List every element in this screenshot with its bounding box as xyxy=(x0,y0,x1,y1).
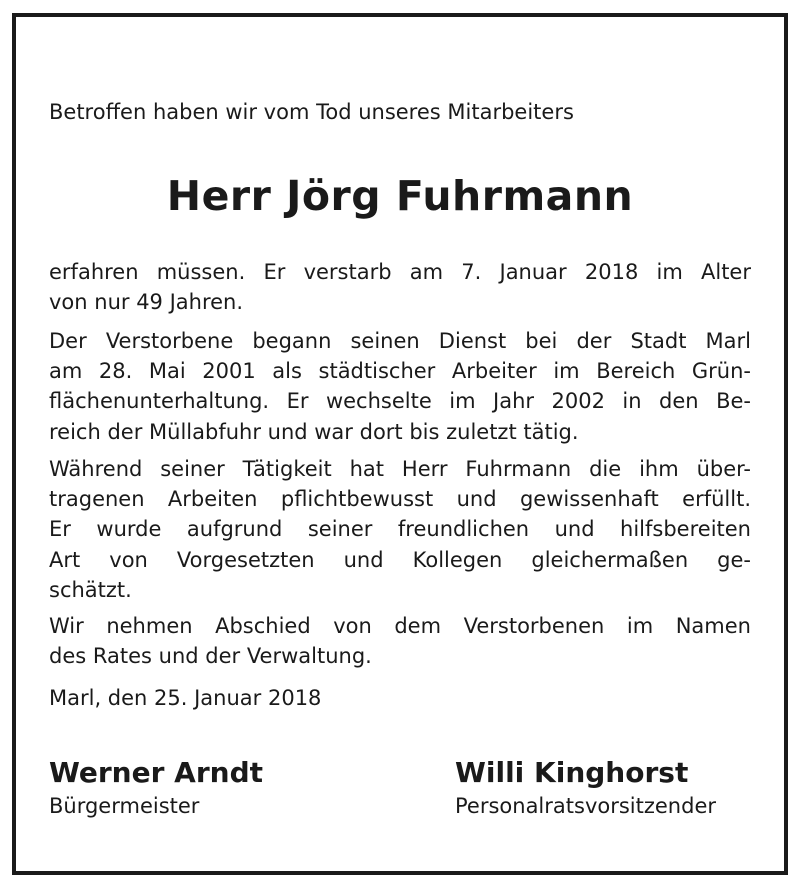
text-line: erfahren müssen. Er verstarb am 7. Januar 2018 im Alter xyxy=(49,260,751,284)
text-line: Art von Vorgesetzten und Kollegen gleichermaßen ge- xyxy=(49,547,751,572)
paragraph-death-info xyxy=(49,257,751,317)
text-line: Während seiner Tätigkeit hat Herr Fuhrmann die ihm über- xyxy=(49,457,751,481)
text-line: reich der Müllabfuhr und war dort bis zuletzt tätig. xyxy=(49,419,579,444)
deceased-name: Herr Jörg Fuhrmann xyxy=(166,172,634,220)
text-line: Der Verstorbene begann seinen Dienst bei der Stadt Marl xyxy=(49,329,751,353)
signature-block-left xyxy=(49,755,263,821)
signatory-title: Personalratsvorsitzender xyxy=(455,794,717,818)
text-line: des Rates und der Verwaltung. xyxy=(49,644,372,669)
text-line: flächenunterhaltung. Er wechselte im Jahr 2002 in den Be- xyxy=(49,389,751,414)
signature-block-right xyxy=(455,755,716,821)
text-line: am 28. Mai 2001 als städtischer Arbeiter im Bereich Grün- xyxy=(49,359,751,384)
date-line: Marl, den 25. Januar 2018 xyxy=(49,686,322,710)
text-line: von nur 49 Jahren. xyxy=(49,290,244,315)
paragraph-career xyxy=(49,326,751,447)
text-line: schätzt. xyxy=(49,577,132,602)
text-line: tragenen Arbeiten pflichtbewusst und gewissenhaft erfüllt. xyxy=(49,487,751,512)
signatory-title: Bürgermeister xyxy=(49,794,200,818)
intro-text: Betroffen haben wir vom Tod unseres Mitarbeiters xyxy=(49,100,574,124)
signatory-name: Werner Arndt xyxy=(49,756,264,789)
text-line: Wir nehmen Abschied von dem Verstorbenen im Namen xyxy=(49,614,751,638)
paragraph-tribute xyxy=(49,454,751,605)
signatory-name: Willi Kinghorst xyxy=(455,756,689,789)
paragraph-farewell xyxy=(49,611,751,671)
text-line: Er wurde aufgrund seiner freundlichen und hilfsbereiten xyxy=(49,517,751,542)
